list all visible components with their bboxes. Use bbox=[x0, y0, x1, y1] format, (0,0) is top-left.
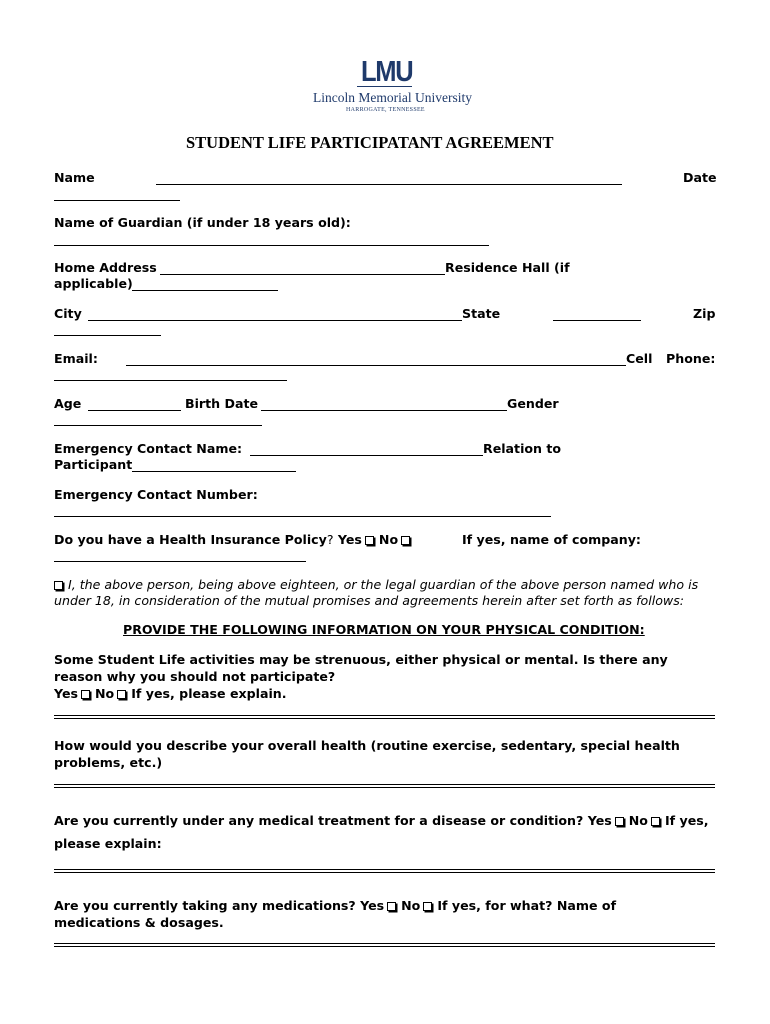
q4-no-label: No bbox=[401, 898, 421, 913]
state-label: State bbox=[462, 306, 501, 321]
q3-tail: If yes, bbox=[664, 813, 709, 828]
age-field[interactable] bbox=[88, 398, 181, 411]
q4-no-checkbox[interactable] bbox=[423, 902, 432, 911]
birth-date-field[interactable] bbox=[261, 398, 507, 411]
q4-yes-checkbox[interactable] bbox=[387, 902, 396, 911]
q4-yes-label: Yes bbox=[360, 898, 385, 913]
q2-line1: How would you describe your overall health (routine exercise, sedentary, special health bbox=[54, 738, 680, 753]
logo-divider bbox=[357, 86, 412, 87]
q4-answer-line[interactable] bbox=[54, 943, 715, 947]
company-label: If yes, name of company: bbox=[462, 532, 641, 547]
q2-answer-line[interactable] bbox=[54, 784, 715, 788]
q4-tail: If yes, for what? Name of bbox=[437, 898, 617, 913]
q4-line1: Are you currently taking any medications? bbox=[54, 898, 356, 913]
q3-yes-label: Yes bbox=[587, 813, 612, 828]
q3-no-checkbox[interactable] bbox=[651, 817, 660, 826]
q1-line1: Some Student Life activities may be strenuous, either physical or mental. Is there any bbox=[54, 652, 668, 667]
phone-label: Phone: bbox=[666, 351, 716, 366]
q1-explain-label: If yes, please explain. bbox=[131, 686, 287, 701]
relation-label: Relation to bbox=[483, 441, 562, 456]
city-field[interactable] bbox=[88, 308, 462, 321]
q4-row bbox=[54, 898, 616, 914]
emergency-name-field[interactable] bbox=[250, 443, 483, 456]
name-field[interactable] bbox=[156, 172, 622, 185]
home-address-field[interactable] bbox=[160, 262, 445, 275]
cell-label: Cell bbox=[626, 351, 653, 366]
residence-hall-label: Residence Hall (if bbox=[445, 260, 570, 275]
q3-row bbox=[54, 813, 709, 829]
gender-label: Gender bbox=[507, 396, 559, 411]
guardian-field[interactable] bbox=[54, 233, 489, 246]
emergency-name-label: Emergency Contact Name: bbox=[54, 441, 243, 456]
consent-line2: under 18, in consideration of the mutual promises and agreements herein after set forth as follows: bbox=[54, 593, 685, 608]
insurance-question-text: Do you have a Health Insurance Policy bbox=[54, 532, 327, 547]
q4-line2: medications & dosages. bbox=[54, 915, 224, 930]
emergency-number-label: Emergency Contact Number: bbox=[54, 487, 258, 502]
gender-field[interactable] bbox=[54, 413, 262, 426]
consent-checkbox[interactable] bbox=[54, 581, 63, 590]
q3-no-label: No bbox=[628, 813, 648, 828]
section-heading: PROVIDE THE FOLLOWING INFORMATION ON YOUR PHYSICAL CONDITION: bbox=[123, 622, 645, 637]
q3-yes-checkbox[interactable] bbox=[615, 817, 624, 826]
q1-yes-checkbox[interactable] bbox=[81, 690, 90, 699]
email-label: Email: bbox=[54, 351, 98, 366]
q3-line1: Are you currently under any medical treatment for a disease or condition? bbox=[54, 813, 584, 828]
insurance-no-label: No bbox=[378, 532, 399, 547]
state-field[interactable] bbox=[553, 308, 641, 321]
cell-phone-field[interactable] bbox=[54, 368, 287, 381]
insurance-qmark: ? bbox=[326, 532, 334, 547]
q1-no-label: No bbox=[95, 686, 115, 701]
applicable-label: applicable) bbox=[54, 276, 133, 291]
logo-abbr: LMU bbox=[361, 56, 413, 88]
logo-location: HARROGATE, TENNESSEE bbox=[346, 107, 425, 113]
consent-statement bbox=[54, 577, 724, 609]
q1-no-checkbox[interactable] bbox=[117, 690, 126, 699]
residence-hall-field[interactable] bbox=[132, 278, 278, 291]
home-address-label: Home Address bbox=[54, 260, 157, 275]
q3-line2: please explain: bbox=[54, 836, 162, 851]
email-field[interactable] bbox=[126, 353, 626, 366]
q1-line2: reason why you should not participate? bbox=[54, 669, 336, 684]
company-field[interactable] bbox=[54, 549, 306, 562]
name-label: Name bbox=[54, 170, 95, 185]
zip-label: Zip bbox=[693, 306, 716, 321]
age-label: Age bbox=[54, 396, 82, 411]
page-title: STUDENT LIFE PARTICIPATANT AGREEMENT bbox=[186, 133, 554, 152]
q1-answer-line[interactable] bbox=[54, 715, 715, 719]
date-field[interactable] bbox=[54, 188, 180, 201]
zip-field[interactable] bbox=[54, 323, 161, 336]
consent-line1: I, the above person, being above eighteen, or the legal guardian of the above person named who is bbox=[68, 577, 699, 592]
q1-yes-label: Yes bbox=[54, 686, 79, 701]
relation-field[interactable] bbox=[132, 459, 296, 472]
q1-answer-row bbox=[54, 686, 287, 702]
insurance-question bbox=[54, 532, 415, 548]
insurance-yes-label: Yes bbox=[337, 532, 362, 547]
insurance-no-checkbox[interactable] bbox=[401, 536, 410, 545]
insurance-yes-checkbox[interactable] bbox=[365, 536, 374, 545]
date-label: Date bbox=[683, 170, 717, 185]
birth-date-label: Birth Date bbox=[185, 396, 259, 411]
q2-line2: problems, etc.) bbox=[54, 755, 163, 770]
emergency-number-field[interactable] bbox=[54, 504, 551, 517]
logo-name: Lincoln Memorial University bbox=[313, 90, 472, 105]
participant-label: Participant bbox=[54, 457, 133, 472]
guardian-label: Name of Guardian (if under 18 years old): bbox=[54, 215, 351, 230]
city-label: City bbox=[54, 306, 82, 321]
q3-answer-line[interactable] bbox=[54, 869, 715, 873]
